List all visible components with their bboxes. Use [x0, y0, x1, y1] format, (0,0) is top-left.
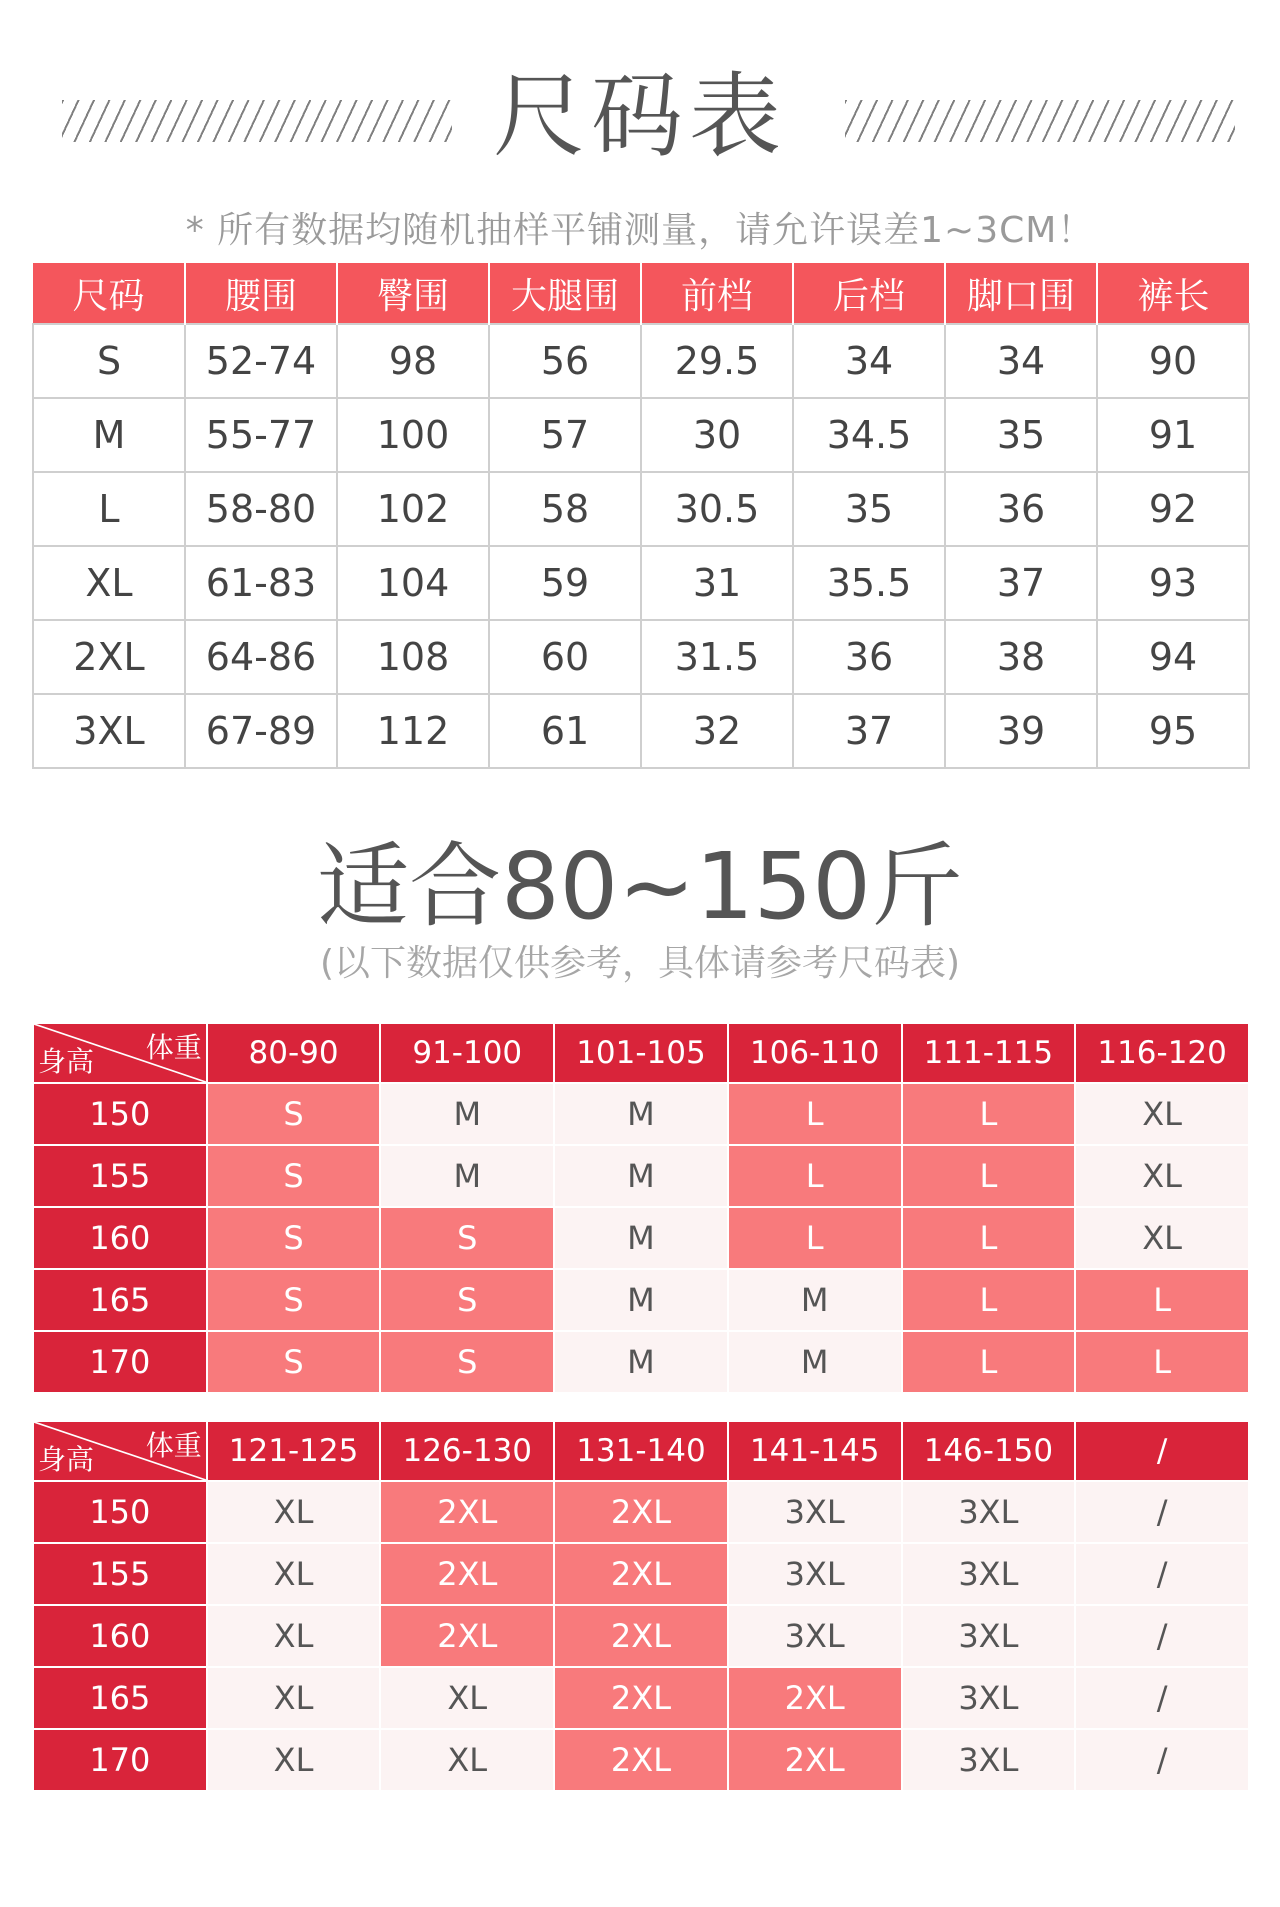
- weight-col-header: 146-150: [903, 1422, 1075, 1480]
- recommended-size-cell: S: [208, 1146, 380, 1206]
- weight-col-header: 91-100: [381, 1024, 553, 1082]
- recommended-size-cell: S: [208, 1208, 380, 1268]
- size-cell: 37: [945, 546, 1097, 620]
- recommended-size-cell: L: [729, 1146, 901, 1206]
- recommended-size-cell: 3XL: [729, 1544, 901, 1604]
- recommended-size-cell: XL: [381, 1668, 553, 1728]
- recommended-size-cell: S: [208, 1084, 380, 1144]
- height-row: [34, 1730, 1248, 1790]
- size-cell: 35: [793, 472, 945, 546]
- recommended-size-cell: M: [555, 1208, 727, 1268]
- height-row-header: 155: [34, 1146, 206, 1206]
- recommended-size-cell: XL: [208, 1606, 380, 1666]
- size-cell: 35.5: [793, 546, 945, 620]
- size-cell: 34.5: [793, 398, 945, 472]
- recommend-table-1: [32, 1022, 1250, 1394]
- size-cell: 104: [337, 546, 489, 620]
- corner-weight-label: 体重: [145, 1031, 202, 1064]
- hatch-decoration-right: [845, 100, 1235, 142]
- recommend-table-2-body: [34, 1482, 1248, 1790]
- recommended-size-cell: S: [208, 1332, 380, 1392]
- recommended-size-cell: 2XL: [555, 1544, 727, 1604]
- size-cell: 32: [641, 694, 793, 768]
- recommended-size-cell: S: [381, 1208, 553, 1268]
- size-cell: 93: [1097, 546, 1249, 620]
- recommended-size-cell: L: [1076, 1270, 1248, 1330]
- size-cell: 58-80: [185, 472, 337, 546]
- size-cell: 37: [793, 694, 945, 768]
- height-row: [34, 1668, 1248, 1728]
- size-cell: 92: [1097, 472, 1249, 546]
- recommended-size-cell: 2XL: [381, 1606, 553, 1666]
- size-cell: 31: [641, 546, 793, 620]
- height-row-header: 155: [34, 1544, 206, 1604]
- recommended-size-cell: M: [555, 1332, 727, 1392]
- size-cell: XL: [33, 546, 185, 620]
- corner-height-label: 身高: [38, 1443, 95, 1476]
- size-col-header: 脚口围: [945, 263, 1097, 324]
- recommended-size-cell: 3XL: [729, 1606, 901, 1666]
- size-cell: 55-77: [185, 398, 337, 472]
- height-row: [34, 1084, 1248, 1144]
- recommended-size-cell: M: [729, 1270, 901, 1330]
- size-col-header: 臀围: [337, 263, 489, 324]
- recommend-table-1-body: [34, 1084, 1248, 1392]
- weight-col-header: 141-145: [729, 1422, 901, 1480]
- recommend-table-2: [32, 1420, 1250, 1792]
- corner-height-label: 身高: [38, 1045, 95, 1078]
- size-cell: 38: [945, 620, 1097, 694]
- size-cell: 52-74: [185, 324, 337, 398]
- size-row: [33, 472, 1249, 546]
- recommended-size-cell: XL: [208, 1668, 380, 1728]
- weight-col-header: 121-125: [208, 1422, 380, 1480]
- recommended-size-cell: XL: [208, 1730, 380, 1790]
- recommended-size-cell: L: [1076, 1332, 1248, 1392]
- size-cell: 64-86: [185, 620, 337, 694]
- recommend-table-1-header: [34, 1024, 1248, 1082]
- size-cell: 95: [1097, 694, 1249, 768]
- size-cell: 67-89: [185, 694, 337, 768]
- height-row: [34, 1208, 1248, 1268]
- size-cell: 91: [1097, 398, 1249, 472]
- recommended-size-cell: L: [729, 1084, 901, 1144]
- weight-col-header: 80-90: [208, 1024, 380, 1082]
- recommended-size-cell: XL: [208, 1544, 380, 1604]
- reference-note: (以下数据仅供参考，具体请参考尺码表): [319, 943, 961, 984]
- recommended-size-cell: 3XL: [903, 1606, 1075, 1666]
- size-table-body: [33, 324, 1249, 768]
- recommended-size-cell: M: [555, 1084, 727, 1144]
- size-cell: 61-83: [185, 546, 337, 620]
- size-col-header: 大腿围: [489, 263, 641, 324]
- weight-col-header: 111-115: [903, 1024, 1075, 1082]
- size-row: [33, 324, 1249, 398]
- weight-col-header: 106-110: [729, 1024, 901, 1082]
- height-row-header: 165: [34, 1270, 206, 1330]
- size-cell: M: [33, 398, 185, 472]
- recommended-size-cell: 2XL: [555, 1730, 727, 1790]
- weight-col-header: 116-120: [1076, 1024, 1248, 1082]
- size-cell: 36: [945, 472, 1097, 546]
- weight-height-corner: [34, 1422, 206, 1480]
- weight-col-header: 101-105: [555, 1024, 727, 1082]
- recommended-size-cell: 3XL: [903, 1668, 1075, 1728]
- recommended-size-cell: /: [1076, 1668, 1248, 1728]
- size-cell: 58: [489, 472, 641, 546]
- size-cell: 61: [489, 694, 641, 768]
- height-row-header: 150: [34, 1084, 206, 1144]
- recommended-size-cell: L: [903, 1146, 1075, 1206]
- recommended-size-cell: XL: [1076, 1146, 1248, 1206]
- recommended-size-cell: S: [208, 1270, 380, 1330]
- size-cell: 102: [337, 472, 489, 546]
- size-table: [32, 263, 1250, 769]
- recommended-size-cell: L: [729, 1208, 901, 1268]
- size-cell: 57: [489, 398, 641, 472]
- recommended-size-cell: M: [555, 1146, 727, 1206]
- size-row: [33, 398, 1249, 472]
- recommended-size-cell: 3XL: [729, 1482, 901, 1542]
- corner-cell: [34, 1024, 206, 1082]
- recommended-size-cell: 3XL: [903, 1482, 1075, 1542]
- size-cell: L: [33, 472, 185, 546]
- size-cell: 30: [641, 398, 793, 472]
- recommended-size-cell: /: [1076, 1730, 1248, 1790]
- size-row: [33, 694, 1249, 768]
- recommended-size-cell: S: [381, 1270, 553, 1330]
- recommended-size-cell: M: [555, 1270, 727, 1330]
- recommended-size-cell: 2XL: [555, 1668, 727, 1728]
- size-table-header: [33, 263, 1249, 324]
- size-cell: 112: [337, 694, 489, 768]
- recommended-size-cell: XL: [208, 1482, 380, 1542]
- recommended-size-cell: 3XL: [903, 1544, 1075, 1604]
- recommended-size-cell: /: [1076, 1482, 1248, 1542]
- height-row: [34, 1544, 1248, 1604]
- height-row: [34, 1482, 1248, 1542]
- recommended-size-cell: 2XL: [555, 1482, 727, 1542]
- size-cell: 31.5: [641, 620, 793, 694]
- size-cell: 34: [793, 324, 945, 398]
- size-cell: 108: [337, 620, 489, 694]
- recommended-size-cell: L: [903, 1332, 1075, 1392]
- size-col-header: 腰围: [185, 263, 337, 324]
- size-cell: 39: [945, 694, 1097, 768]
- recommended-size-cell: M: [381, 1084, 553, 1144]
- weight-col-header: 126-130: [381, 1422, 553, 1480]
- size-cell: 94: [1097, 620, 1249, 694]
- size-cell: 90: [1097, 324, 1249, 398]
- size-col-header: 前档: [641, 263, 793, 324]
- height-row-header: 165: [34, 1668, 206, 1728]
- size-cell: 36: [793, 620, 945, 694]
- height-row-header: 160: [34, 1606, 206, 1666]
- size-cell: 35: [945, 398, 1097, 472]
- recommended-size-cell: 2XL: [381, 1544, 553, 1604]
- size-col-header: 裤长: [1097, 263, 1249, 324]
- size-cell: 2XL: [33, 620, 185, 694]
- size-cell: 98: [337, 324, 489, 398]
- weight-range-title: 适合80~150斤: [317, 833, 963, 940]
- height-row-header: 160: [34, 1208, 206, 1268]
- corner-cell: [34, 1422, 206, 1480]
- weight-col-header: /: [1076, 1422, 1248, 1480]
- height-row: [34, 1332, 1248, 1392]
- height-row-header: 150: [34, 1482, 206, 1542]
- weight-height-corner: [34, 1024, 206, 1082]
- recommended-size-cell: 2XL: [381, 1482, 553, 1542]
- size-col-header: 后档: [793, 263, 945, 324]
- size-cell: 3XL: [33, 694, 185, 768]
- recommended-size-cell: 2XL: [555, 1606, 727, 1666]
- recommended-size-cell: L: [903, 1208, 1075, 1268]
- title-row: [0, 62, 1280, 172]
- recommended-size-cell: 3XL: [903, 1730, 1075, 1790]
- size-cell: 29.5: [641, 324, 793, 398]
- recommended-size-cell: 2XL: [729, 1668, 901, 1728]
- height-row: [34, 1606, 1248, 1666]
- weight-col-header: 131-140: [555, 1422, 727, 1480]
- height-row: [34, 1146, 1248, 1206]
- recommended-size-cell: /: [1076, 1544, 1248, 1604]
- recommended-size-cell: 2XL: [729, 1730, 901, 1790]
- height-row: [34, 1270, 1248, 1330]
- recommend-table-2-header: [34, 1422, 1248, 1480]
- size-cell: S: [33, 324, 185, 398]
- size-cell: 30.5: [641, 472, 793, 546]
- size-col-header: 尺码: [33, 263, 185, 324]
- size-cell: 34: [945, 324, 1097, 398]
- height-row-header: 170: [34, 1332, 206, 1392]
- recommended-size-cell: L: [903, 1084, 1075, 1144]
- size-cell: 100: [337, 398, 489, 472]
- size-cell: 59: [489, 546, 641, 620]
- size-row: [33, 546, 1249, 620]
- recommended-size-cell: XL: [1076, 1084, 1248, 1144]
- size-cell: 60: [489, 620, 641, 694]
- measurement-note: * 所有数据均随机抽样平铺测量，请允许误差1~3CM！: [185, 210, 1095, 251]
- recommended-size-cell: L: [903, 1270, 1075, 1330]
- size-row: [33, 620, 1249, 694]
- recommended-size-cell: XL: [1076, 1208, 1248, 1268]
- recommended-size-cell: /: [1076, 1606, 1248, 1666]
- recommended-size-cell: XL: [381, 1730, 553, 1790]
- recommended-size-cell: M: [381, 1146, 553, 1206]
- recommended-size-cell: M: [729, 1332, 901, 1392]
- corner-weight-label: 体重: [145, 1429, 202, 1462]
- height-row-header: 170: [34, 1730, 206, 1790]
- recommended-size-cell: S: [381, 1332, 553, 1392]
- page-title: 尺码表: [492, 63, 787, 170]
- size-cell: 56: [489, 324, 641, 398]
